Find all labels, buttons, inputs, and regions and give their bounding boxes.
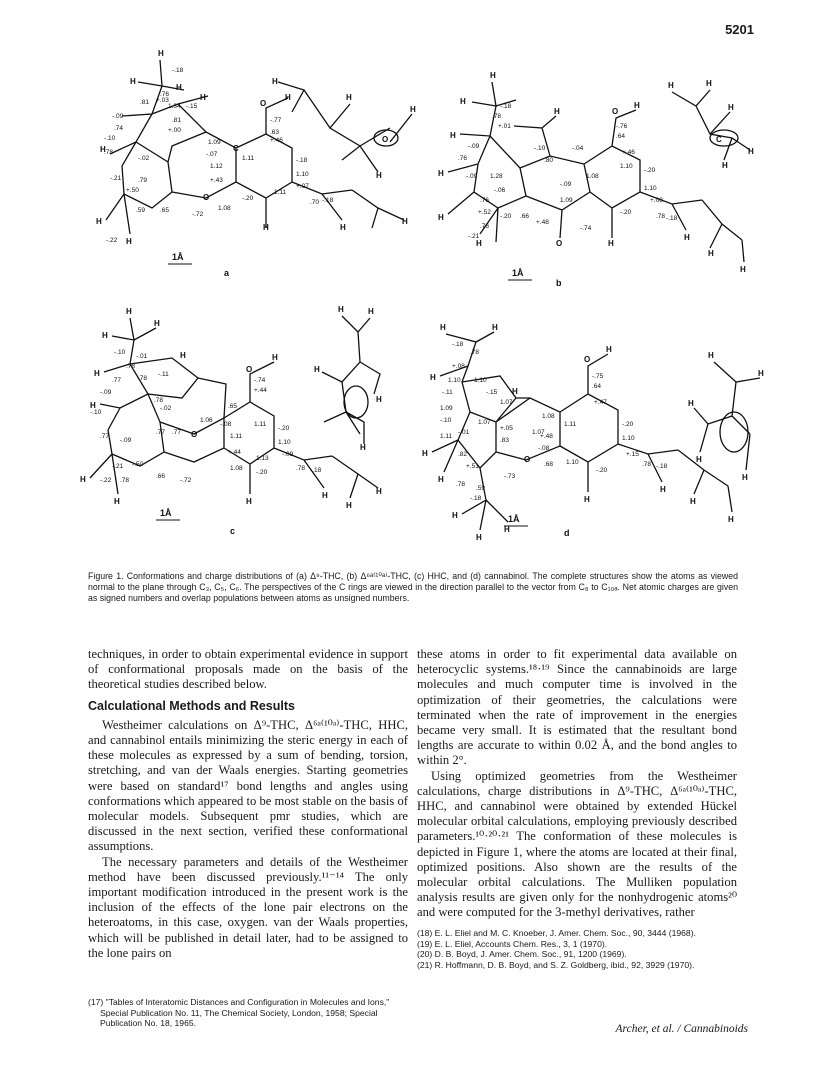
svg-text:-.72: -.72 xyxy=(180,477,192,484)
svg-text:H: H xyxy=(410,105,416,114)
svg-text:.81: .81 xyxy=(140,99,150,106)
svg-text:H: H xyxy=(422,449,428,458)
svg-text:-.77: -.77 xyxy=(270,117,282,124)
svg-text:H: H xyxy=(176,83,182,92)
svg-text:1.07: 1.07 xyxy=(500,399,513,406)
svg-text:+.51: +.51 xyxy=(466,463,479,470)
svg-text:-.09: -.09 xyxy=(100,389,112,396)
svg-text:+.47: +.47 xyxy=(594,399,607,406)
svg-text:H: H xyxy=(504,525,510,534)
svg-text:1.10: 1.10 xyxy=(296,171,309,178)
svg-text:c: c xyxy=(230,526,236,536)
svg-text:.65: .65 xyxy=(228,403,238,410)
svg-text:H: H xyxy=(154,319,160,328)
svg-text:.66: .66 xyxy=(520,213,530,220)
svg-text:.78: .78 xyxy=(296,465,306,472)
svg-text:H: H xyxy=(338,305,344,314)
svg-text:H: H xyxy=(90,401,96,410)
svg-text:-.01: -.01 xyxy=(136,353,148,360)
svg-text:.76: .76 xyxy=(480,197,490,204)
svg-text:b: b xyxy=(556,278,562,288)
svg-text:-.15: -.15 xyxy=(486,389,498,396)
svg-text:H: H xyxy=(322,491,328,500)
svg-text:H: H xyxy=(460,97,466,106)
svg-text:-.11: -.11 xyxy=(442,389,453,396)
svg-text:+.43: +.43 xyxy=(210,177,223,184)
svg-text:H: H xyxy=(708,249,714,258)
svg-text:H: H xyxy=(758,369,764,378)
svg-text:H: H xyxy=(246,497,252,506)
svg-text:H: H xyxy=(314,365,320,374)
left-paragraph-3: The necessary parameters and details of the Westheimer method have been discussed previously.¹¹⁻¹⁴ The only important modification introduced in the present work is the inclusion of the effects of the lone pair electrons on the heteroatoms, in this case, oxygen. van der Waals properties, which will be published in detail later, had to be assigned to the lone pairs on xyxy=(88,854,408,960)
svg-text:H: H xyxy=(440,323,446,332)
svg-text:H: H xyxy=(346,501,352,510)
figure-1 xyxy=(60,42,764,562)
svg-text:H: H xyxy=(708,351,714,360)
svg-text:+.07: +.07 xyxy=(296,183,309,190)
svg-text:a: a xyxy=(224,268,230,278)
reference-18: (18) E. L. Eliel and M. C. Knoeber, J. Amer. Chem. Soc., 90, 3444 (1968). xyxy=(417,928,696,938)
svg-text:O: O xyxy=(584,355,591,364)
svg-text:-.20: -.20 xyxy=(500,213,512,220)
svg-text:-.22: -.22 xyxy=(106,237,118,244)
svg-text:1.11: 1.11 xyxy=(254,421,267,428)
svg-text:1.28: 1.28 xyxy=(490,173,503,180)
svg-text:H: H xyxy=(263,223,269,232)
svg-text:-.11: -.11 xyxy=(158,371,169,378)
reference-19: (19) E. L. Eliel, Accounts Chem. Res., 3, 1 (1970). xyxy=(417,938,608,949)
svg-text:H: H xyxy=(180,351,186,360)
running-footer: Archer, et al. / Cannabinoids xyxy=(615,1023,748,1035)
svg-text:-.18: -.18 xyxy=(656,463,668,470)
reference-20: (20) D. B. Boyd, J. Amer. Chem. Soc., 91, 1200 (1969). xyxy=(417,949,627,959)
svg-text:H: H xyxy=(94,369,100,378)
svg-text:-.06: -.06 xyxy=(494,187,506,194)
svg-text:.76: .76 xyxy=(480,223,490,230)
svg-text:-.02: -.02 xyxy=(160,405,172,412)
svg-text:O: O xyxy=(382,135,389,144)
svg-text:+.08: +.08 xyxy=(650,197,663,204)
svg-text:-.09: -.09 xyxy=(466,173,478,180)
svg-text:H: H xyxy=(158,49,164,58)
svg-text:-.02: -.02 xyxy=(138,155,150,162)
svg-text:1.10: 1.10 xyxy=(474,377,487,384)
svg-text:.78: .78 xyxy=(492,113,502,120)
svg-text:-.09: -.09 xyxy=(468,143,480,150)
figure-caption: Figure 1. Conformations and charge distributions of (a) Δ⁹-THC, (b) Δ⁶ᵃ⁽¹⁰ᵃ⁾-THC, (c) HHC, and (d) cannabinol. The complete structures show the atoms as viewed normal to the plane through C₃, C₅, C₆. The perspectives of the C rings are viewed in the direction parallel to the vector from C₈ to C₁₀ₐ. Net atomic charges are given as signed numbers and overlap populations between atoms as unsigned numbers. xyxy=(88,571,738,603)
svg-text:+.03: +.03 xyxy=(156,97,169,104)
molecular-structures-figure xyxy=(60,42,764,562)
svg-text:H: H xyxy=(696,455,702,464)
svg-text:-.10: -.10 xyxy=(114,349,126,356)
svg-text:-.50: -.50 xyxy=(132,461,144,468)
svg-text:-.09: -.09 xyxy=(282,451,294,458)
svg-text:.66: .66 xyxy=(156,473,166,480)
svg-text:1.10: 1.10 xyxy=(622,435,635,442)
svg-text:.68: .68 xyxy=(544,461,554,468)
svg-text:.82: .82 xyxy=(458,451,468,458)
svg-text:-.18: -.18 xyxy=(172,67,184,74)
svg-text:O: O xyxy=(246,365,253,374)
right-column xyxy=(417,647,737,921)
svg-text:H: H xyxy=(114,497,120,506)
svg-text:H: H xyxy=(376,171,382,180)
svg-text:+.46: +.46 xyxy=(622,149,635,156)
section-heading: Calculational Methods and Results xyxy=(88,698,295,713)
svg-text:H: H xyxy=(492,323,498,332)
svg-text:1.10: 1.10 xyxy=(566,459,579,466)
svg-text:H: H xyxy=(438,213,444,222)
svg-text:.78: .78 xyxy=(456,481,466,488)
svg-text:1.08: 1.08 xyxy=(586,173,599,180)
svg-text:-.20: -.20 xyxy=(620,209,632,216)
svg-text:-.18: -.18 xyxy=(666,215,678,222)
svg-text:1.11: 1.11 xyxy=(242,155,255,162)
svg-text:H: H xyxy=(684,233,690,242)
svg-text:H: H xyxy=(200,93,206,102)
footnotes-right xyxy=(417,928,739,970)
svg-text:+.08: +.08 xyxy=(452,363,465,370)
svg-text:O: O xyxy=(260,99,267,108)
svg-text:H: H xyxy=(660,485,666,494)
svg-text:H: H xyxy=(126,307,132,316)
svg-text:H: H xyxy=(96,217,102,226)
svg-text:-.01: -.01 xyxy=(458,429,470,436)
svg-text:O: O xyxy=(524,455,531,464)
svg-text:.78: .78 xyxy=(104,149,114,156)
svg-text:H: H xyxy=(438,169,444,178)
svg-text:-.10: -.10 xyxy=(440,417,452,424)
svg-text:H: H xyxy=(346,93,352,102)
svg-text:H: H xyxy=(100,145,106,154)
svg-text:-.18: -.18 xyxy=(452,341,464,348)
svg-text:.79: .79 xyxy=(138,177,148,184)
svg-text:1Å: 1Å xyxy=(160,508,172,518)
svg-text:H: H xyxy=(285,93,291,102)
structure-a xyxy=(96,49,416,278)
svg-text:-.21: -.21 xyxy=(110,175,122,182)
svg-text:+.01: +.01 xyxy=(498,123,511,130)
svg-text:1.11: 1.11 xyxy=(440,433,453,440)
svg-text:1.09: 1.09 xyxy=(440,405,453,412)
structure-c xyxy=(80,305,382,536)
svg-text:-.21: -.21 xyxy=(112,463,124,470)
left-paragraph-2: Westheimer calculations on Δ⁹-THC, Δ⁶ᵃ⁽¹⁰ᵃ⁾-THC, HHC, and cannabinol entails minimizing the steric energy in each of these molecules as expressed by a sum of bending, torsion, stretching, and van der Waals energies. Starting geometries were based on standard¹⁷ bond lengths and angles using conformations which appeared to be most stable on the basis of molecular models. Subsequent pmr studies, which are discussed in the next section, verified these conformational assumptions. xyxy=(88,717,408,854)
svg-text:H: H xyxy=(376,487,382,496)
svg-text:H: H xyxy=(340,223,346,232)
svg-text:.77: .77 xyxy=(100,433,110,440)
svg-text:.77: .77 xyxy=(156,429,166,436)
svg-text:+.50: +.50 xyxy=(126,187,139,194)
svg-text:C: C xyxy=(716,135,722,144)
svg-text:-.74: -.74 xyxy=(580,225,592,232)
structure-d xyxy=(422,323,764,542)
svg-text:-.20: -.20 xyxy=(256,469,268,476)
svg-text:H: H xyxy=(554,107,560,116)
svg-text:H: H xyxy=(430,373,436,382)
svg-text:1.11: 1.11 xyxy=(564,421,577,428)
left-column xyxy=(88,647,408,961)
svg-text:H: H xyxy=(668,81,674,90)
svg-text:.59: .59 xyxy=(136,207,146,214)
svg-text:1.09: 1.09 xyxy=(560,197,573,204)
svg-text:-.76: -.76 xyxy=(616,123,628,130)
svg-text:H: H xyxy=(706,79,712,88)
svg-text:-.74: -.74 xyxy=(254,377,266,384)
svg-text:-.08: -.08 xyxy=(538,445,550,452)
svg-text:H: H xyxy=(490,71,496,80)
svg-text:-.20: -.20 xyxy=(596,467,608,474)
footnote-17 xyxy=(88,997,408,1029)
svg-text:H: H xyxy=(272,77,278,86)
svg-text:H: H xyxy=(476,533,482,542)
svg-text:.78: .78 xyxy=(470,349,480,356)
svg-text:-.72: -.72 xyxy=(192,211,204,218)
svg-text:1.06: 1.06 xyxy=(200,417,213,424)
svg-text:-.75: -.75 xyxy=(592,373,604,380)
svg-text:.63: .63 xyxy=(270,129,280,136)
svg-text:H: H xyxy=(130,77,136,86)
svg-text:-.15: -.15 xyxy=(186,103,198,110)
svg-text:H: H xyxy=(608,239,614,248)
svg-text:-.08: -.08 xyxy=(220,421,232,428)
svg-text:+.05: +.05 xyxy=(500,425,513,432)
svg-text:.76: .76 xyxy=(160,91,170,98)
svg-text:1.10: 1.10 xyxy=(620,163,633,170)
svg-text:1.10: 1.10 xyxy=(448,377,461,384)
right-paragraph-2: Using optimized geometries from the Westheimer calculations, charge distributions in Δ⁹-THC, Δ⁶ᵃ⁽¹⁰ᵃ⁾-THC, HHC, and cannabinol were obtained by extended Hückel molecular orbital calculations, employing previously described parameters.¹⁰·²⁰·²¹ The conformation of these molecules is depicted in Figure 1, where the atoms are located at their final, optimized positions. Also shown are the results of the molecular orbital calculations. The Mulliken population analysis results are given only for the nonhydrogenic atoms²⁰ and were computed for the 3-methyl derivatives, rather xyxy=(417,768,737,920)
svg-text:O: O xyxy=(191,430,198,439)
svg-text:+.48: +.48 xyxy=(540,433,553,440)
svg-text:H: H xyxy=(476,239,482,248)
svg-text:1.08: 1.08 xyxy=(542,413,555,420)
svg-text:H: H xyxy=(690,497,696,506)
svg-text:1.34: 1.34 xyxy=(168,103,181,110)
svg-text:-.09: -.09 xyxy=(560,181,572,188)
svg-text:.64: .64 xyxy=(592,383,602,390)
svg-text:O: O xyxy=(612,107,619,116)
reference-21: (21) R. Hoffmann, D. B. Boyd, and S. Z. Goldberg, ibid., 92, 3929 (1970). xyxy=(417,959,695,970)
svg-text:-.18: -.18 xyxy=(310,467,322,474)
svg-text:.78: .78 xyxy=(656,213,666,220)
svg-text:H: H xyxy=(438,475,444,484)
svg-text:d: d xyxy=(564,528,570,538)
svg-text:-.18: -.18 xyxy=(470,495,482,502)
svg-text:1Å: 1Å xyxy=(172,252,184,262)
svg-text:H: H xyxy=(728,103,734,112)
svg-text:H: H xyxy=(748,147,754,156)
svg-text:H: H xyxy=(742,473,748,482)
svg-text:-.10: -.10 xyxy=(90,409,102,416)
reference-17: (17) "Tables of Interatomic Distances and Configuration in Molecules and Ions," Special Publication No. 11, The Chemical Society, London, 1958; Special Publication No. 18, 1965. xyxy=(88,997,390,1028)
svg-text:H: H xyxy=(634,101,640,110)
svg-text:H: H xyxy=(584,495,590,504)
svg-text:H: H xyxy=(126,237,132,246)
svg-text:-.20: -.20 xyxy=(622,421,634,428)
svg-text:1.09: 1.09 xyxy=(208,139,221,146)
svg-text:1Å: 1Å xyxy=(508,514,520,524)
svg-text:H: H xyxy=(368,307,374,316)
svg-text:H: H xyxy=(402,217,408,226)
svg-text:1Å: 1Å xyxy=(512,268,524,278)
svg-text:1.10: 1.10 xyxy=(278,439,291,446)
svg-text:+.52: +.52 xyxy=(478,209,491,216)
svg-text:H: H xyxy=(360,443,366,452)
svg-text:+.48: +.48 xyxy=(536,219,549,226)
svg-text:O: O xyxy=(203,193,210,202)
svg-text:.74: .74 xyxy=(114,125,124,132)
svg-text:-.20: -.20 xyxy=(242,195,254,202)
svg-text:H: H xyxy=(512,387,518,396)
svg-text:.78: .78 xyxy=(138,375,148,382)
svg-text:1.07: 1.07 xyxy=(532,429,545,436)
svg-text:1.08: 1.08 xyxy=(230,465,243,472)
svg-text:1.12: 1.12 xyxy=(210,163,223,170)
svg-text:H: H xyxy=(722,161,728,170)
svg-text:.78: .78 xyxy=(120,477,130,484)
svg-text:1.11: 1.11 xyxy=(230,433,243,440)
svg-text:-.09: -.09 xyxy=(112,113,124,120)
svg-text:+.00: +.00 xyxy=(168,127,181,134)
svg-text:-.09: -.09 xyxy=(120,437,132,444)
svg-text:-.07: -.07 xyxy=(206,151,218,158)
svg-text:.76: .76 xyxy=(458,155,468,162)
structure-b xyxy=(438,71,754,288)
svg-text:H: H xyxy=(272,353,278,362)
svg-text:H: H xyxy=(376,395,382,404)
svg-text:.78: .78 xyxy=(154,397,164,404)
svg-text:H: H xyxy=(452,511,458,520)
svg-text:.70: .70 xyxy=(310,199,320,206)
svg-text:.65: .65 xyxy=(160,207,170,214)
svg-text:.59: .59 xyxy=(476,485,486,492)
svg-text:H: H xyxy=(102,331,108,340)
svg-text:-.20: -.20 xyxy=(278,425,290,432)
svg-text:.64: .64 xyxy=(616,133,626,140)
svg-text:-.18: -.18 xyxy=(322,197,334,204)
svg-text:1.08: 1.08 xyxy=(218,205,231,212)
svg-text:H: H xyxy=(606,345,612,354)
svg-text:-.21: -.21 xyxy=(468,233,480,240)
svg-text:H: H xyxy=(80,475,86,484)
page-number: 5201 xyxy=(725,22,754,37)
svg-text:-.18: -.18 xyxy=(500,103,512,110)
svg-text:.80: .80 xyxy=(544,157,554,164)
svg-text:-.18: -.18 xyxy=(296,157,308,164)
svg-text:.77: .77 xyxy=(172,429,182,436)
svg-text:+.44: +.44 xyxy=(228,449,241,456)
svg-text:.78: .78 xyxy=(642,461,652,468)
right-paragraph-1: these atoms in order to fit experimental data available on heterocyclic systems.¹⁸·¹⁹ Since the cannabinoids are large molecules and much computer time is involved in the optimization of their geometries, the calculations were terminated when the rate of improvement in the energies became very small. It is estimated that the resultant bond lengths are accurate to within 0.02 Å, and the bond angles to within 2°. xyxy=(417,647,737,768)
svg-text:+.15: +.15 xyxy=(626,451,639,458)
left-paragraph-1: techniques, in order to obtain experimental evidence in support of conformational proposals made on the basis of the theoretical studies described below. xyxy=(88,647,408,692)
svg-text:H: H xyxy=(728,515,734,524)
svg-text:+.44: +.44 xyxy=(254,387,267,394)
svg-text:O: O xyxy=(556,239,563,248)
svg-text:1.07: 1.07 xyxy=(478,419,491,426)
svg-text:.78: .78 xyxy=(126,363,136,370)
svg-text:+.46: +.46 xyxy=(270,137,283,144)
svg-text:-.73: -.73 xyxy=(504,473,516,480)
svg-text:.83: .83 xyxy=(500,437,510,444)
svg-text:-.20: -.20 xyxy=(644,167,656,174)
svg-text:1.13: 1.13 xyxy=(256,455,269,462)
svg-text:H: H xyxy=(450,131,456,140)
svg-text:H: H xyxy=(688,399,694,408)
svg-text:.77: .77 xyxy=(112,377,122,384)
svg-text:-.10: -.10 xyxy=(104,135,116,142)
svg-text:.81: .81 xyxy=(172,117,182,124)
svg-text:-.22: -.22 xyxy=(100,477,112,484)
svg-text:1.10: 1.10 xyxy=(644,185,657,192)
svg-text:C: C xyxy=(233,144,239,153)
svg-text:H: H xyxy=(740,265,746,274)
svg-text:-.04: -.04 xyxy=(572,145,584,152)
svg-text:1.11: 1.11 xyxy=(274,189,287,196)
svg-text:-.10: -.10 xyxy=(534,145,546,152)
